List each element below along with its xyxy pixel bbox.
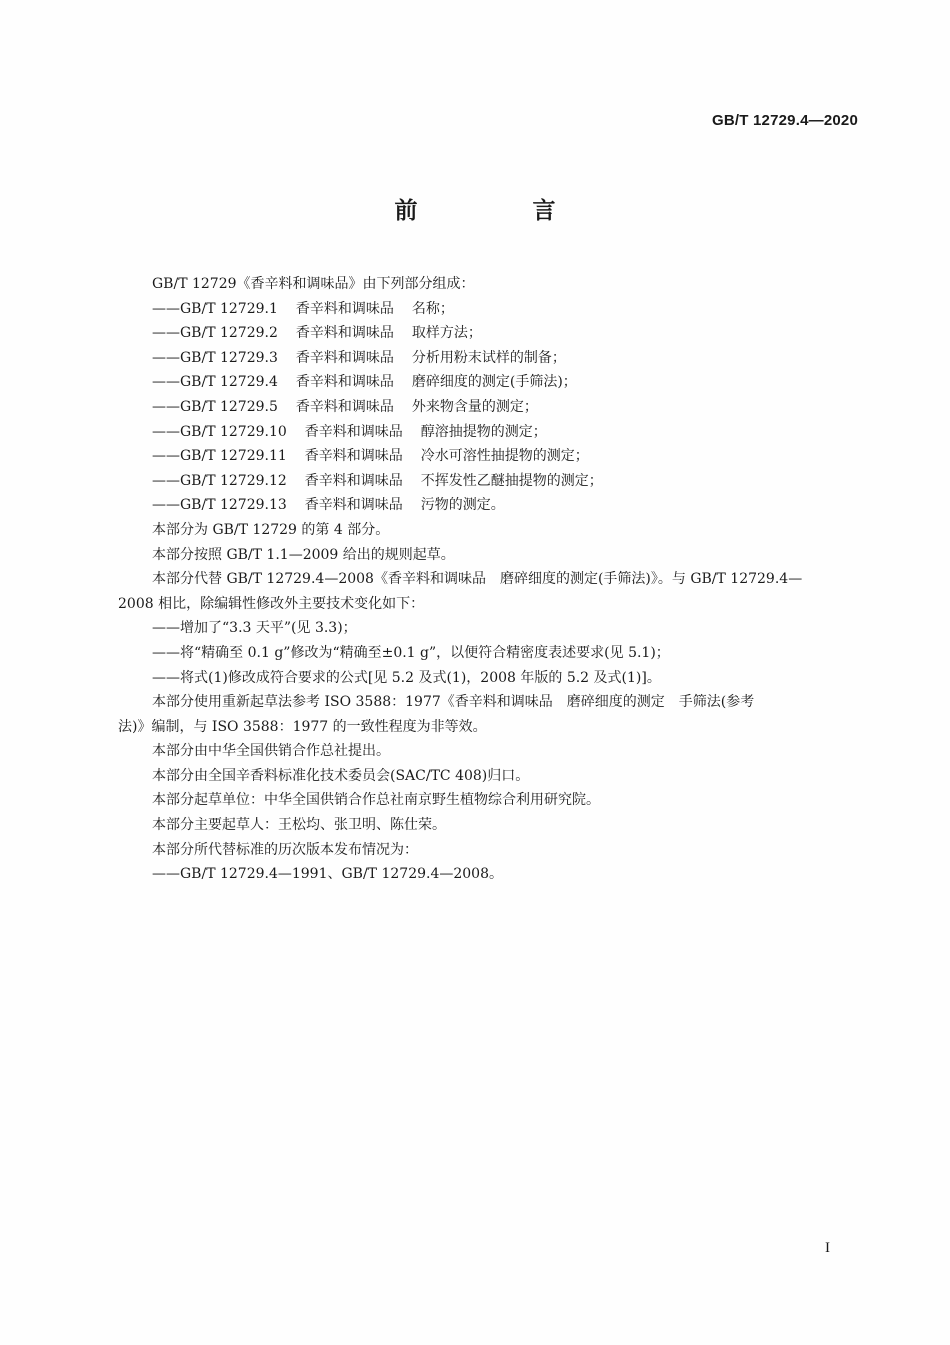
- part-code: ——GB/T 12729.5: [152, 398, 278, 415]
- drafting-unit-paragraph: 本部分起草单位：中华全国供销合作总社南京野生植物综合利用研究院。: [152, 792, 600, 809]
- list-item: [118, 346, 863, 371]
- standard-code: GB/T 12729.4—2020: [712, 112, 858, 129]
- part-code: ——GB/T 12729.13: [152, 497, 287, 514]
- part-name: 污物的测定。: [420, 497, 505, 514]
- part-name: 醇溶抽提物的测定；: [420, 423, 547, 440]
- part-name: 分析用粉末试样的制备；: [411, 349, 566, 366]
- list-item: [118, 469, 863, 494]
- part-code: ——GB/T 12729.1: [152, 300, 278, 317]
- part-category: 香辛料和调味品: [295, 374, 394, 391]
- part-name: 取样方法；: [411, 325, 482, 342]
- part-category: 香辛料和调味品: [295, 300, 394, 317]
- list-item: [118, 444, 863, 469]
- changes-list: [118, 616, 863, 690]
- part-paragraph: 本部分为 GB/T 12729 的第 4 部分。: [152, 521, 390, 538]
- page-title: 前 言: [394, 198, 602, 224]
- parts-list: [118, 297, 863, 518]
- part-code: ——GB/T 12729.10: [152, 423, 287, 440]
- foreword-body: [118, 272, 863, 887]
- part-code: ——GB/T 12729.11: [152, 448, 287, 465]
- replace-paragraph-line-1: 本部分代替 GB/T 12729.4—2008《香辛料和调味品 磨碎细度的测定(手筛法)》。与 GB/T 12729.4—: [152, 571, 803, 588]
- list-item: [118, 321, 863, 346]
- list-item: [118, 395, 863, 420]
- list-item: [118, 420, 863, 445]
- intro-paragraph: GB/T 12729《香辛料和调味品》由下列部分组成：: [152, 276, 475, 292]
- list-item: ——将“精确至 0.1 g”修改为“精确至±0.1 g”，以便符合精密度表述要求(见 5.1)；: [152, 644, 670, 661]
- part-code: ——GB/T 12729.3: [152, 349, 278, 366]
- part-category: 香辛料和调味品: [295, 398, 394, 415]
- part-code: ——GB/T 12729.4: [152, 374, 278, 391]
- history-item: ——GB/T 12729.4—1991、GB/T 12729.4—2008。: [152, 866, 503, 883]
- list-item: [118, 297, 863, 322]
- list-item: [118, 370, 863, 395]
- page-number: I: [825, 1240, 830, 1256]
- list-item: [118, 493, 863, 518]
- part-name: 冷水可溶性抽提物的测定；: [420, 448, 589, 465]
- iso-paragraph-line-1: 本部分使用重新起草法参考 ISO 3588：1977《香辛料和调味品 磨碎细度的测定 手筛法(参考: [152, 694, 755, 711]
- part-category: 香辛料和调味品: [304, 423, 403, 440]
- part-name: 磨碎细度的测定(手筛法)；: [411, 374, 577, 391]
- rules-paragraph: 本部分按照 GB/T 1.1—2009 给出的规则起草。: [152, 546, 455, 563]
- part-name: 名称；: [411, 300, 454, 317]
- drafters-paragraph: 本部分主要起草人：王松均、张卫明、陈仕荣。: [152, 817, 446, 834]
- centralized-paragraph: 本部分由全国辛香料标准化技术委员会(SAC/TC 408)归口。: [152, 767, 530, 784]
- proposed-paragraph: 本部分由中华全国供销合作总社提出。: [152, 743, 390, 760]
- part-code: ——GB/T 12729.2: [152, 325, 278, 342]
- list-item: ——将式(1)修改成符合要求的公式[见 5.2 及式(1)，2008 年版的 5.2 及式(1)]。: [152, 669, 661, 686]
- iso-paragraph-line-2: 法)》编制，与 ISO 3588：1977 的一致性程度为非等效。: [118, 718, 487, 735]
- part-category: 香辛料和调味品: [295, 325, 394, 342]
- history-paragraph: 本部分所代替标准的历次版本发布情况为：: [152, 841, 418, 858]
- part-category: 香辛料和调味品: [295, 349, 394, 366]
- list-item: ——增加了“3.3 天平”(见 3.3)；: [152, 620, 357, 637]
- part-name: 不挥发性乙醚抽提物的测定；: [420, 472, 603, 489]
- part-category: 香辛料和调味品: [304, 497, 403, 514]
- part-category: 香辛料和调味品: [304, 448, 403, 465]
- part-code: ——GB/T 12729.12: [152, 472, 287, 489]
- part-category: 香辛料和调味品: [304, 472, 403, 489]
- part-name: 外来物含量的测定；: [411, 398, 538, 415]
- replace-paragraph-line-2: 2008 相比，除编辑性修改外主要技术变化如下：: [118, 595, 425, 612]
